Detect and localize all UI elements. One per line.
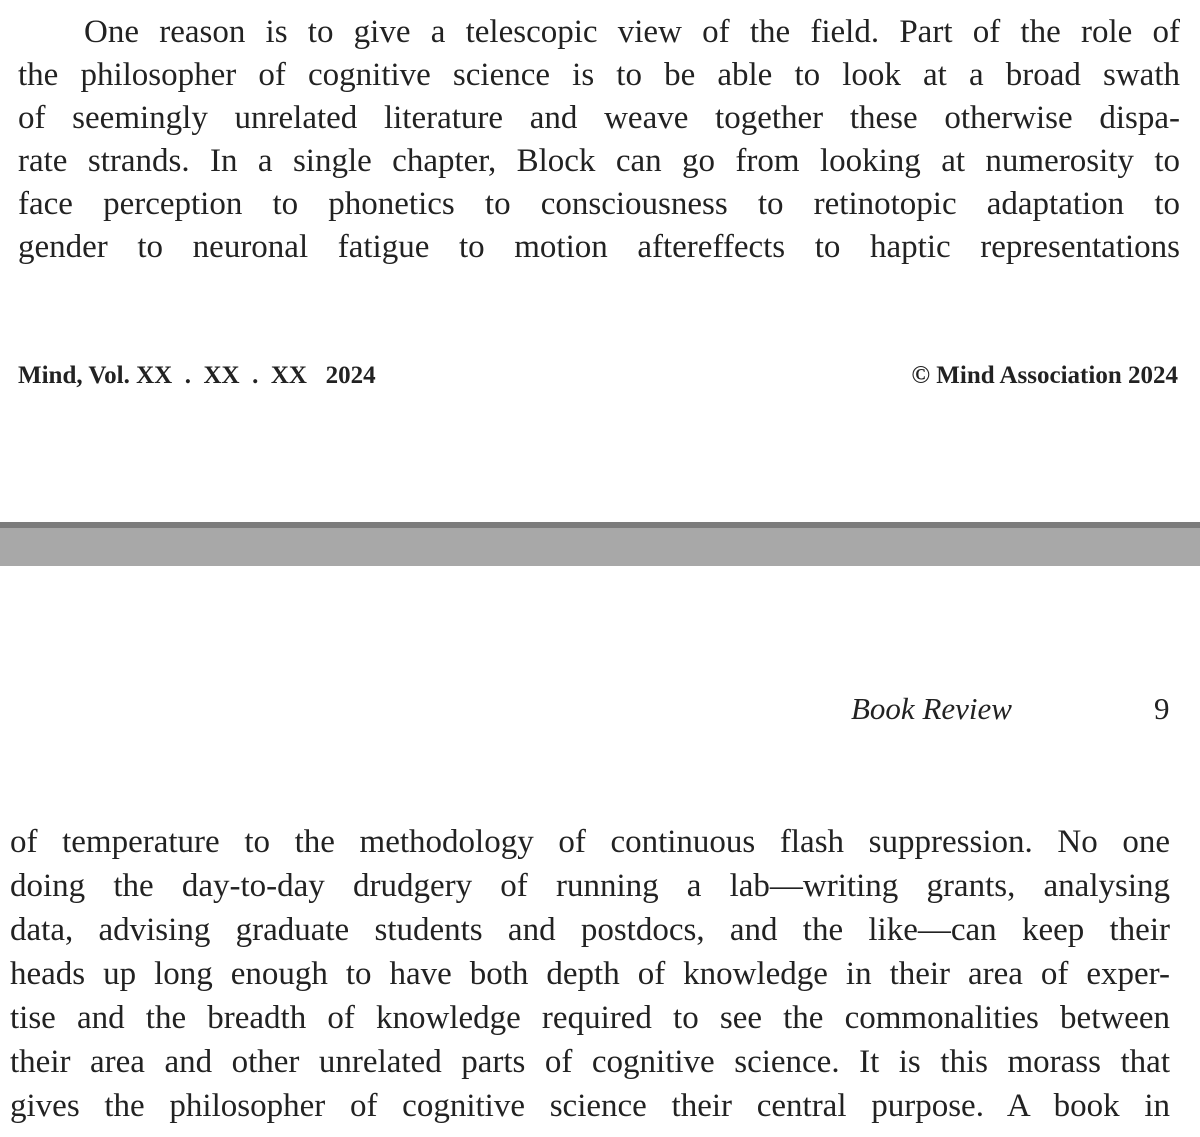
text-line: heads up long enough to have both depth of knowledge in their area of exper- [10,956,1170,992]
top-page [0,0,1200,522]
text-line: gender to neuronal fatigue to motion aftereffects to haptic representations [18,229,1180,265]
text-line: face perception to phonetics to consciousness to retinotopic adaptation to [18,186,1180,222]
copyright-notice: © Mind Association 2024 [911,362,1178,389]
text-line: their area and other unrelated parts of cognitive science. It is this morass that [10,1044,1170,1080]
page-number: 9 [1154,691,1170,726]
text-line: data, advising graduate students and postdocs, and the like—can keep their [10,912,1170,948]
text-line: the philosopher of cognitive science is to be able to look at a broad swath [18,57,1180,93]
running-head: Book Review [851,691,1012,726]
text-line: of temperature to the methodology of continuous flash suppression. No one [10,824,1170,860]
text-line: rate strands. In a single chapter, Block can go from looking at numerosity to [18,143,1180,179]
page-divider [0,522,1200,566]
text-line: doing the day-to-day drudgery of running a lab—writing grants, analysing [10,868,1170,904]
text-line: of seemingly unrelated literature and weave together these otherwise dispa- [18,100,1180,136]
text-line: tise and the breadth of knowledge required to see the commonalities between [10,1000,1170,1036]
journal-citation: Mind, Vol. XX . XX . XX 2024 [18,362,376,389]
text-line: gives the philosopher of cognitive science their central purpose. A book in [10,1088,1170,1124]
text-line: One reason is to give a telescopic view of the field. Part of the role of [84,14,1180,50]
